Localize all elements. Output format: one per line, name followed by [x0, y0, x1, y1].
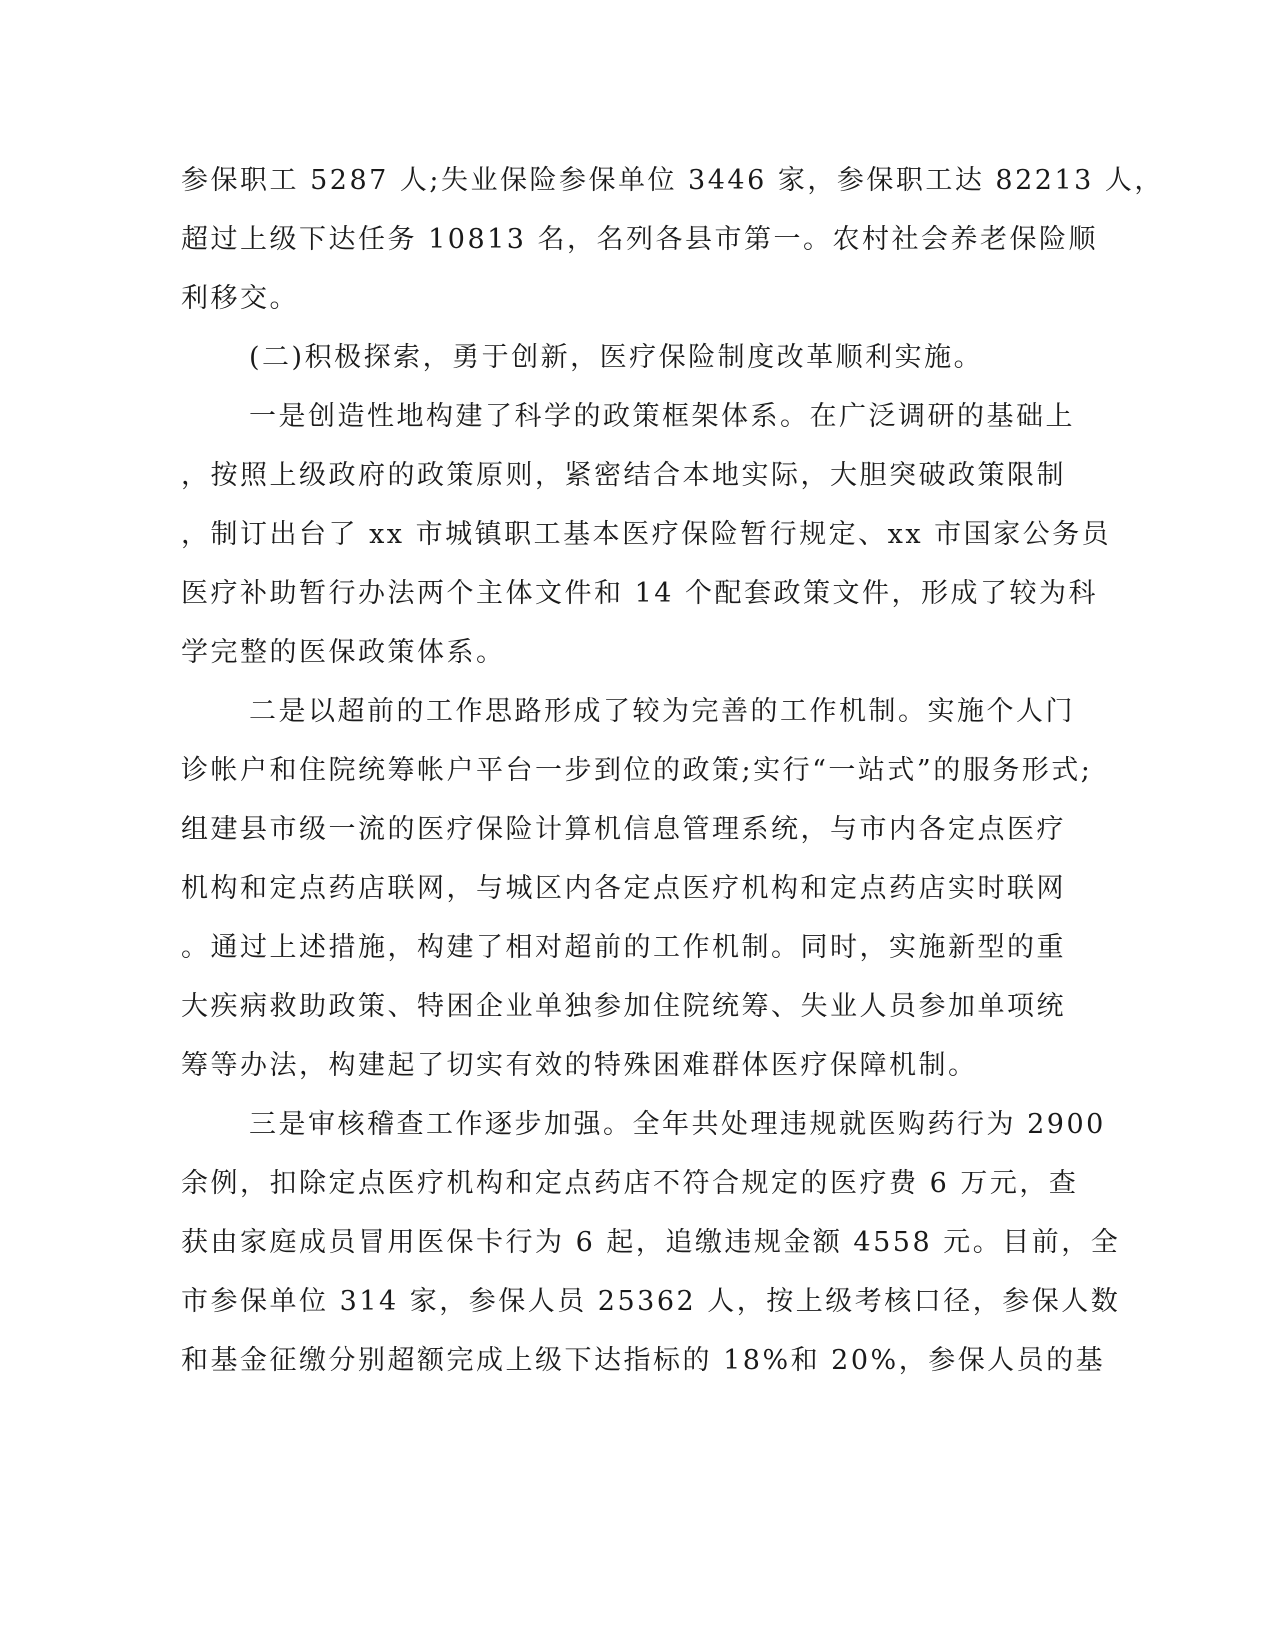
text-line-1: 参保职工 5287 人;失业保险参保单位 3446 家，参保职工达 82213 人，: [181, 165, 1164, 196]
text-line-9: 学完整的医保政策体系。: [181, 637, 506, 668]
text-line-12: 组建县市级一流的医疗保险计算机信息管理系统，与市内各定点医疗: [181, 814, 1066, 845]
text-line-5: 一是创造性地构建了科学的政策框架体系。在广泛调研的基础上: [249, 401, 1075, 432]
section-heading: (二)积极探索，勇于创新，医疗保险制度改革顺利实施。: [249, 342, 984, 373]
text-line-20: 市参保单位 314 家，参保人员 25362 人，按上级考核口径，参保人数: [181, 1286, 1121, 1317]
text-line-2: 超过上级下达任务 10813 名，名列各县市第一。农村社会养老保险顺: [181, 224, 1099, 255]
text-line-13: 机构和定点药店联网，与城区内各定点医疗机构和定点药店实时联网: [181, 873, 1066, 904]
text-line-3: 利移交。: [181, 283, 299, 314]
text-line-6: ，按照上级政府的政策原则，紧密结合本地实际，大胆突破政策限制: [181, 460, 1066, 491]
text-line-21: 和基金征缴分别超额完成上级下达指标的 18%和 20%，参保人员的基: [181, 1345, 1106, 1376]
text-line-8: 医疗补助暂行办法两个主体文件和 14 个配套政策文件，形成了较为科: [181, 578, 1099, 609]
text-line-16: 筹等办法，构建起了切实有效的特殊困难群体医疗保障机制。: [181, 1050, 978, 1081]
text-line-19: 获由家庭成员冒用医保卡行为 6 起，追缴违规金额 4558 元。目前，全: [181, 1227, 1121, 1258]
text-line-10: 二是以超前的工作思路形成了较为完善的工作机制。实施个人门: [249, 696, 1075, 727]
text-line-18: 余例，扣除定点医疗机构和定点药店不符合规定的医疗费 6 万元，查: [181, 1168, 1079, 1199]
text-line-11: 诊帐户和住院统筹帐户平台一步到位的政策;实行“一站式”的服务形式;: [181, 755, 1093, 786]
text-line-17: 三是审核稽查工作逐步加强。全年共处理违规就医购药行为 2900: [249, 1109, 1106, 1140]
text-line-15: 大疾病救助政策、特困企业单独参加住院统筹、失业人员参加单项统: [181, 991, 1066, 1022]
text-line-7: ，制订出台了 xx 市城镇职工基本医疗保险暂行规定、xx 市国家公务员: [181, 519, 1112, 550]
text-line-14: 。通过上述措施，构建了相对超前的工作机制。同时，实施新型的重: [181, 932, 1066, 963]
